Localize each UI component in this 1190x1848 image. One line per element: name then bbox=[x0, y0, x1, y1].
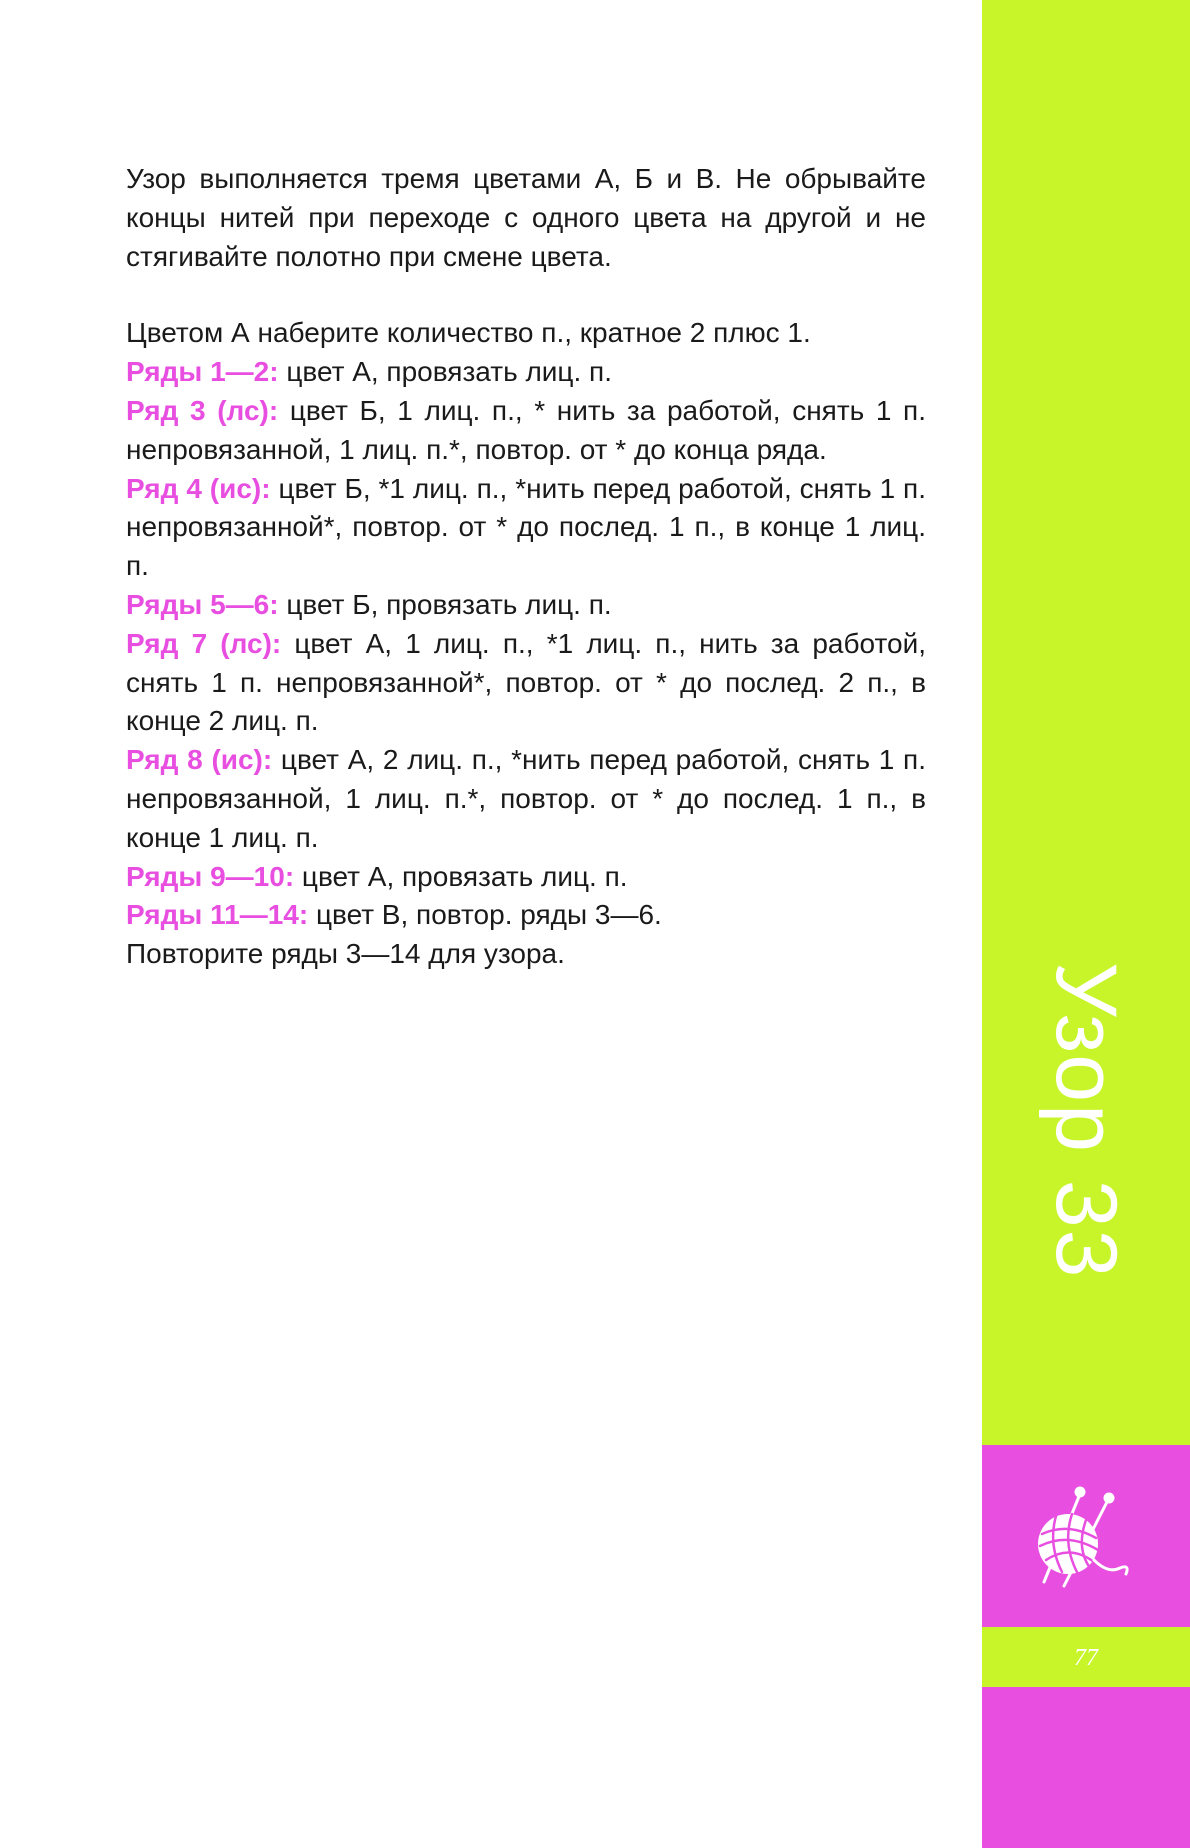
yarn-ball-icon bbox=[1012, 1478, 1132, 1598]
row-text: цвет В, повтор. ряды 3—6. bbox=[308, 899, 662, 931]
row-label: Ряды 11—14: bbox=[126, 899, 309, 931]
row-instruction bbox=[126, 353, 926, 392]
intro-paragraph: Узор выполняется тремя цветами А, Б и В. Не обрывайте концы нитей при переходе с одного цвета на другой и не стягивайте полотно при смене цвета. bbox=[126, 163, 926, 272]
row-text: цвет А, провязать лиц. п. bbox=[278, 356, 612, 388]
row-label: Ряды 9—10: bbox=[126, 860, 295, 892]
cast-on-line: Цветом А наберите количество п., кратное 2 плюс 1. bbox=[126, 317, 811, 349]
row-text: цвет Б, *1 лиц. п., *нить перед работой, снять 1 п. непровязанной*, повтор. от * до послед. 1 п., в конце 1 лиц. п. bbox=[126, 472, 926, 582]
pattern-text bbox=[126, 160, 926, 974]
row-label: Ряды 5—6: bbox=[126, 588, 279, 620]
row-instruction bbox=[126, 392, 926, 470]
row-instruction bbox=[126, 741, 926, 857]
row-text: цвет А, 1 лиц. п., *1 лиц. п., нить за работой, снять 1 п. непровязанной*, повтор. от * до послед. 2 п., в конце 2 лиц. п. bbox=[126, 627, 926, 737]
row-instruction bbox=[126, 470, 926, 586]
row-instruction bbox=[126, 586, 926, 625]
side-tab bbox=[982, 0, 1190, 1848]
row-label: Ряд 4 (ис): bbox=[126, 472, 271, 504]
row-instruction bbox=[126, 858, 926, 897]
row-label: Ряд 3 (лс): bbox=[126, 394, 279, 426]
magenta-bottom-band bbox=[982, 1687, 1190, 1848]
row-label: Ряд 8 (ис): bbox=[126, 744, 273, 776]
row-text: цвет А, 2 лиц. п., *нить перед работой, снять 1 п. непровязанной, 1 лиц. п.*, повтор. от * до послед. 1 п., в конце 1 лиц. п. bbox=[126, 744, 926, 853]
row-label: Ряд 7 (лс): bbox=[126, 627, 282, 659]
row-instruction bbox=[126, 625, 926, 741]
page-number: 77 bbox=[1074, 1645, 1098, 1671]
row-text: цвет Б, провязать лиц. п. bbox=[278, 588, 612, 620]
row-instruction bbox=[126, 896, 926, 935]
row-text: цвет А, провязать лиц. п. bbox=[294, 860, 628, 892]
repeat-line: Повторите ряды 3—14 для узора. bbox=[126, 938, 565, 970]
row-text: цвет Б, 1 лиц. п., * нить за работой, снять 1 п. непровязанной, 1 лиц. п.*, повтор. от * до конца ряда. bbox=[126, 394, 926, 465]
row-label: Ряды 1—2: bbox=[126, 356, 279, 388]
pattern-title: Узор 33 bbox=[1038, 962, 1134, 1280]
